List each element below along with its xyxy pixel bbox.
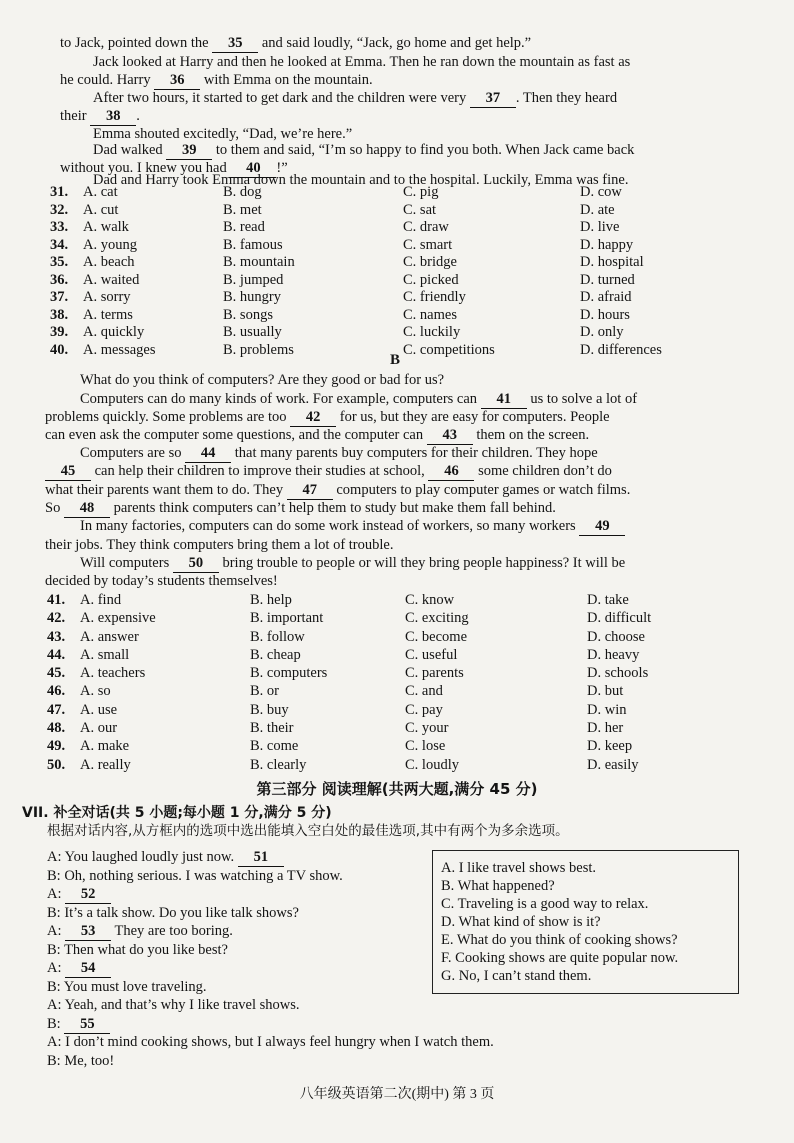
- passage-line: So 48 parents think computers can’t help them to study but make them fall behind.: [45, 500, 556, 516]
- option-row: 49. A. make B. come C. lose D. keep: [47, 738, 633, 755]
- passage-line: their 38 .: [60, 108, 140, 124]
- passage-line: What do you think of computers? Are they good or bad for us?: [80, 372, 445, 388]
- blank-48: 48: [64, 499, 110, 518]
- passage-line: Will computers 50 bring trouble to people or will they bring people happiness? It will be: [80, 555, 626, 571]
- option-row: 32. A. cut B. met C. sat D. ate: [50, 201, 615, 218]
- passage-line: 45 can help their children to improve their studies at school, 46 some children don’t do: [45, 462, 612, 481]
- blank-38: 38: [90, 107, 136, 126]
- choice-item: C. Traveling is a good way to relax.: [441, 896, 649, 912]
- option-row: 36. A. waited B. jumped C. picked D. turned: [50, 271, 635, 288]
- passage-line: problems quickly. Some problems are too 42 for us, but they are easy for computers. People: [45, 409, 610, 425]
- blank-51: 51: [238, 848, 284, 867]
- passage-line: can even ask the computer some questions, and the computer can 43 them on the screen.: [45, 427, 590, 443]
- blank-49: 49: [579, 517, 625, 536]
- passage-line: he could. Harry 36 with Emma on the mountain.: [60, 72, 373, 88]
- choice-item: A. I like travel shows best.: [441, 860, 597, 876]
- blank-53: 53: [65, 922, 111, 941]
- option-row: 47. A. use B. buy C. pay D. win: [47, 701, 627, 718]
- blank-46: 46: [428, 462, 474, 481]
- passage-line: what their parents want them to do. They 47 computers to play computer games or watch films.: [45, 482, 631, 498]
- dialogue-line: B: Oh, nothing serious. I was watching a TV show.: [47, 867, 343, 884]
- section-instruction: 根据对话内容,从方框内的选项中选出能填入空白处的最佳选项,其中有两个为多余选项。: [47, 823, 569, 839]
- option-row: 42. A. expensive B. important C. exciting D. difficult: [47, 610, 652, 627]
- option-row: 41. A. find B. help C. know D. take: [47, 592, 629, 608]
- blank-50: 50: [173, 554, 219, 573]
- blank-43: 43: [427, 426, 473, 445]
- blank-47: 47: [287, 481, 333, 500]
- dialogue-line: A: Yeah, and that’s why I like travel shows.: [47, 997, 300, 1013]
- option-row: 34. A. young B. famous C. smart D. happy: [50, 236, 634, 253]
- passage-line: Computers can do many kinds of work. For example, computers can 41 us to solve a lot of: [80, 391, 638, 407]
- blank-55: 55: [64, 1015, 110, 1034]
- dialogue-line: A: 53 They are too boring.: [47, 923, 233, 939]
- passage-line: without you. I knew you had 40 !”: [60, 160, 288, 176]
- choice-item: G. No, I can’t stand them.: [441, 968, 592, 984]
- blank-39: 39: [166, 141, 212, 160]
- option-row: 38. A. terms B. songs C. names D. hours: [50, 306, 630, 323]
- choice-item: F. Cooking shows are quite popular now.: [441, 950, 679, 966]
- page-footer: 八年级英语第二次(期中) 第 3 页: [299, 1087, 495, 1102]
- option-row: 35. A. beach B. mountain C. bridge D. hospital: [50, 254, 644, 270]
- choice-item: D. What kind of show is it?: [441, 914, 601, 930]
- passage-line: After two hours, it started to get dark and the children were very 37 . Then they heard: [93, 90, 618, 106]
- choices-box: [432, 850, 739, 994]
- option-row: 50. A. really B. clearly C. loudly D. easily: [47, 756, 639, 773]
- option-row: 48. A. our B. their C. your D. her: [47, 720, 624, 737]
- blank-52: 52: [65, 885, 111, 904]
- choice-item: B. What happened?: [441, 878, 555, 894]
- dialogue: [47, 848, 494, 1070]
- option-row: 44. A. small B. cheap C. useful D. heavy: [47, 646, 640, 663]
- option-row: 31. A. cat B. dog C. pig D. cow: [50, 184, 622, 200]
- part-title: 第三部分 阅读理解(共两大题,满分 45 分): [256, 780, 538, 798]
- choice-item: E. What do you think of cooking shows?: [441, 932, 678, 948]
- blank-45: 45: [45, 462, 91, 481]
- section-b-heading: B: [390, 352, 401, 368]
- passage-line: Computers are so 44 that many parents buy computers for their children. They hope: [80, 445, 598, 461]
- option-row: 33. A. walk B. read C. draw D. live: [50, 219, 620, 235]
- passage-line: In many factories, computers can do some work instead of workers, so many workers 49: [80, 517, 625, 536]
- dialogue-line: A: I don’t mind cooking shows, but I always feel hungry when I watch them.: [47, 1034, 494, 1050]
- option-row: 37. A. sorry B. hungry C. friendly D. afraid: [50, 289, 632, 305]
- options-41-50: [47, 592, 747, 775]
- passage-line: to Jack, pointed down the 35 and said loudly, “Jack, go home and get help.”: [60, 35, 532, 51]
- options-31-40: [50, 184, 750, 359]
- passage-line: Dad and Harry took Emma down the mountain and to the hospital. Luckily, Emma was fine.: [93, 172, 629, 188]
- option-row: 39. A. quickly B. usually C. luckily D. only: [50, 324, 624, 340]
- dialogue-line: B: 55: [47, 1015, 437, 1034]
- blank-41: 41: [481, 390, 527, 409]
- option-row: 45. A. teachers B. computers C. parents D. schools: [47, 665, 649, 682]
- dialogue-line: A: 54: [47, 959, 437, 978]
- dialogue-line: B: It’s a talk show. Do you like talk shows?: [47, 904, 299, 921]
- passage-line: decided by today’s students themselves!: [45, 573, 278, 589]
- dialogue-line: A: You laughed loudly just now. 51: [47, 848, 437, 867]
- dialogue-line: B: Then what do you like best?: [47, 941, 228, 958]
- passage-line: Dad walked 39 to them and said, “I’m so happy to find you both. When Jack came back: [93, 142, 635, 158]
- blank-54: 54: [65, 959, 111, 978]
- blank-44: 44: [185, 444, 231, 463]
- blank-36: 36: [154, 71, 200, 90]
- section-title: VII. 补全对话(共 5 小题;每小题 1 分,满分 5 分): [22, 805, 332, 821]
- blank-40: 40: [230, 159, 276, 178]
- passage-line: Jack looked at Harry and then he looked at Emma. Then he ran down the mountain as fast as: [93, 54, 631, 70]
- option-row: 46. A. so B. or C. and D. but: [47, 683, 624, 700]
- passage-line: Emma shouted excitedly, “Dad, we’re here.”: [93, 126, 353, 142]
- blank-37: 37: [470, 89, 516, 108]
- blank-35: 35: [212, 34, 258, 53]
- dialogue-line: B: You must love traveling.: [47, 978, 207, 995]
- dialogue-line: A: 52: [47, 885, 437, 904]
- option-row: 43. A. answer B. follow C. become D. choose: [47, 628, 645, 645]
- option-row: 40. A. messages B. problems C. competitions D. differences: [50, 341, 662, 358]
- blank-42: 42: [290, 408, 336, 427]
- dialogue-line: B: Me, too!: [47, 1052, 115, 1069]
- passage-line: their jobs. They think computers bring them a lot of trouble.: [45, 537, 394, 553]
